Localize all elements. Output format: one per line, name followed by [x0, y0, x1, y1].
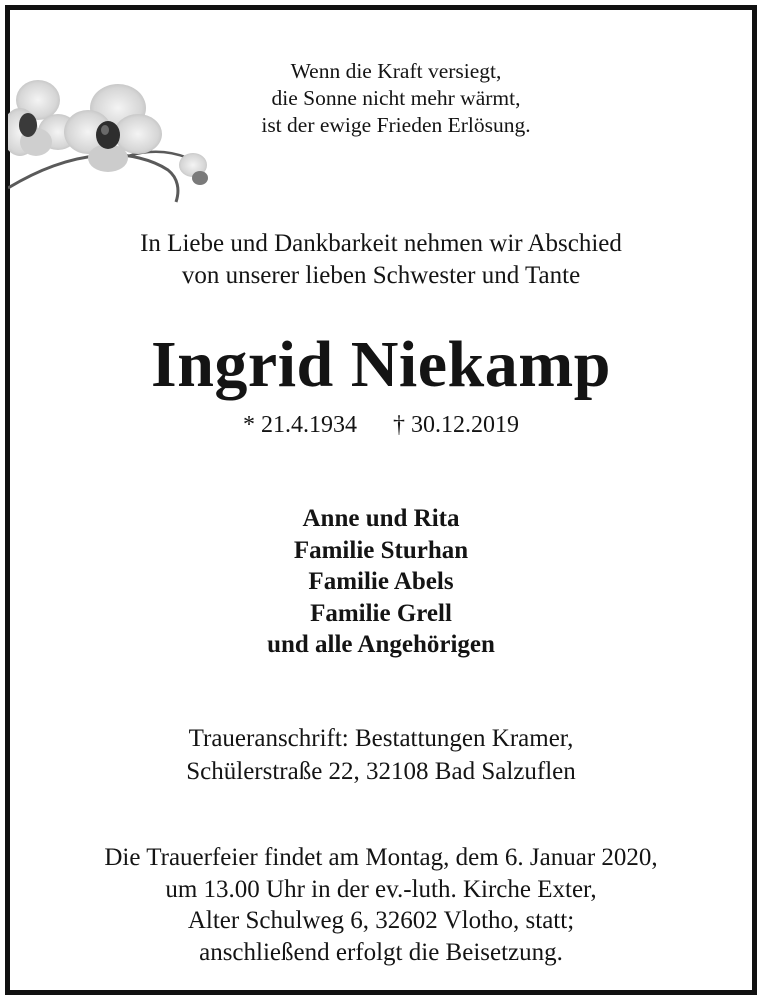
- service-line: Die Trauerfeier findet am Montag, dem 6. Januar 2020,: [104, 844, 658, 871]
- mourning-address: [0, 723, 762, 788]
- death-date: † 30.12.2019: [393, 412, 519, 438]
- mourners-list: [0, 503, 762, 661]
- intro-line: In Liebe und Dankbarkeit nehmen wir Abschied: [140, 230, 622, 257]
- intro-line: von unserer lieben Schwester und Tante: [181, 261, 581, 289]
- address-line: Traueranschrift: Bestattungen Kramer,: [188, 725, 574, 752]
- deceased-name: Ingrid Niekamp: [151, 328, 611, 401]
- funeral-service-info: [0, 842, 762, 968]
- service-line: anschließend erfolgt die Beisetzung.: [199, 938, 563, 966]
- service-line: Alter Schulweg 6, 32602 Vlotho, statt;: [187, 907, 575, 934]
- mourner-line: und alle Angehörigen: [267, 631, 495, 658]
- poem-line: die Sonne nicht mehr wärmt,: [271, 86, 521, 110]
- mourner-line: Familie Sturhan: [293, 536, 469, 564]
- mourner-line: Familie Grell: [310, 599, 452, 627]
- birth-date: * 21.4.1934: [243, 412, 357, 438]
- address-line: Schülerstraße 22, 32108 Bad Salzuflen: [186, 757, 576, 785]
- poem-line: ist der ewige Frieden Erlösung.: [261, 113, 531, 137]
- poem-line: Wenn die Kraft versiegt,: [290, 59, 502, 83]
- service-line: um 13.00 Uhr in der ev.-luth. Kirche Exter,: [165, 875, 597, 903]
- mourner-line: Familie Abels: [308, 568, 454, 595]
- mourner-line: Anne und Rita: [302, 505, 460, 532]
- life-dates: [0, 410, 762, 440]
- farewell-intro: [0, 228, 762, 291]
- poem: [0, 58, 762, 139]
